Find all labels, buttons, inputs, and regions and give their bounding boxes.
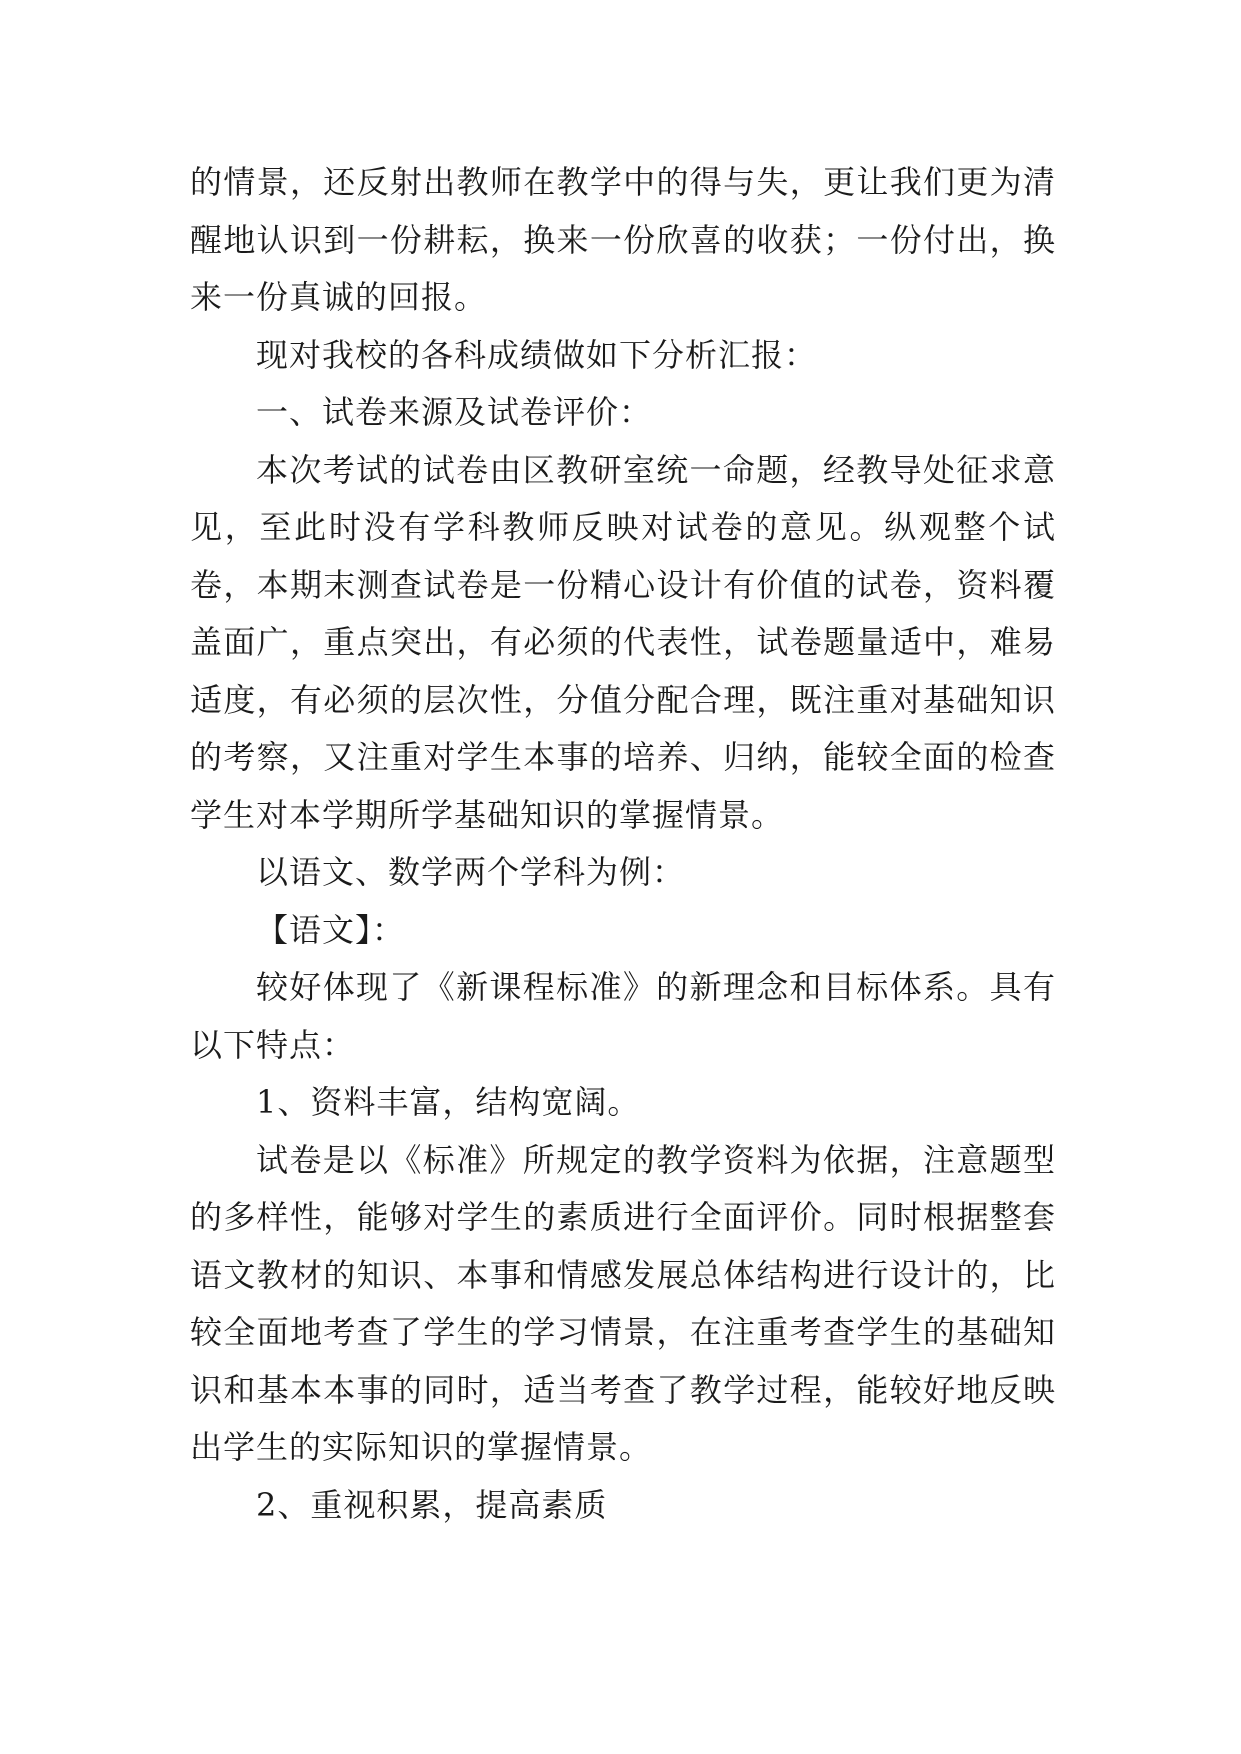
paragraph-item-1-detail: 试卷是以《标准》所规定的教学资料为依据，注意题型的多样性，能够对学生的素质进行全面评价。同时根据整套语文教材的知识、本事和情感发展总体结构进行设计的，比较全面地考查了学生的学习情景，在注重考查学生的基础知识和基本本事的同时，适当考查了教学过程，能较好地反映出学生的实际知识的掌握情景。 — [190, 1140, 1056, 1466]
paragraph-exam-evaluation: 本次考试的试卷由区教研室统一命题，经教导处征求意见，至此时没有学科教师反映对试卷的意见。纵观整个试卷，本期末测查试卷是一份精心设计有价值的试卷，资料覆盖面广，重点突出，有必须的代表性，试卷题量适中，难易适度，有必须的层次性，分值分配合理，既注重对基础知识的考察，又注重对学生本事的培养、归纳，能较全面的检查学生对本学期所学基础知识的掌握情景。 — [190, 450, 1056, 834]
paragraph-chinese-features: 较好体现了《新课程标准》的新理念和目标体系。具有以下特点： — [190, 968, 1056, 1064]
list-item-1-heading: 1、资料丰富，结构宽阔。 — [256, 1083, 641, 1121]
section-heading-source-evaluation: 一、试卷来源及试卷评价： — [256, 393, 653, 431]
subheading-chinese: 【语文】： — [256, 910, 406, 949]
paragraph-continuation: 的情景，还反射出教师在教学中的得与失，更让我们更为清醒地认识到一份耕耘，换来一份欣喜的收获；一份付出，换来一份真诚的回报。 — [190, 163, 1056, 316]
paragraph-subject-example: 以语文、数学两个学科为例： — [256, 853, 686, 891]
document-body — [190, 154, 1056, 1534]
list-item-2-heading: 2、重视积累，提高素质 — [256, 1485, 608, 1524]
paragraph-report-intro: 现对我校的各科成绩做如下分析汇报： — [256, 335, 818, 374]
